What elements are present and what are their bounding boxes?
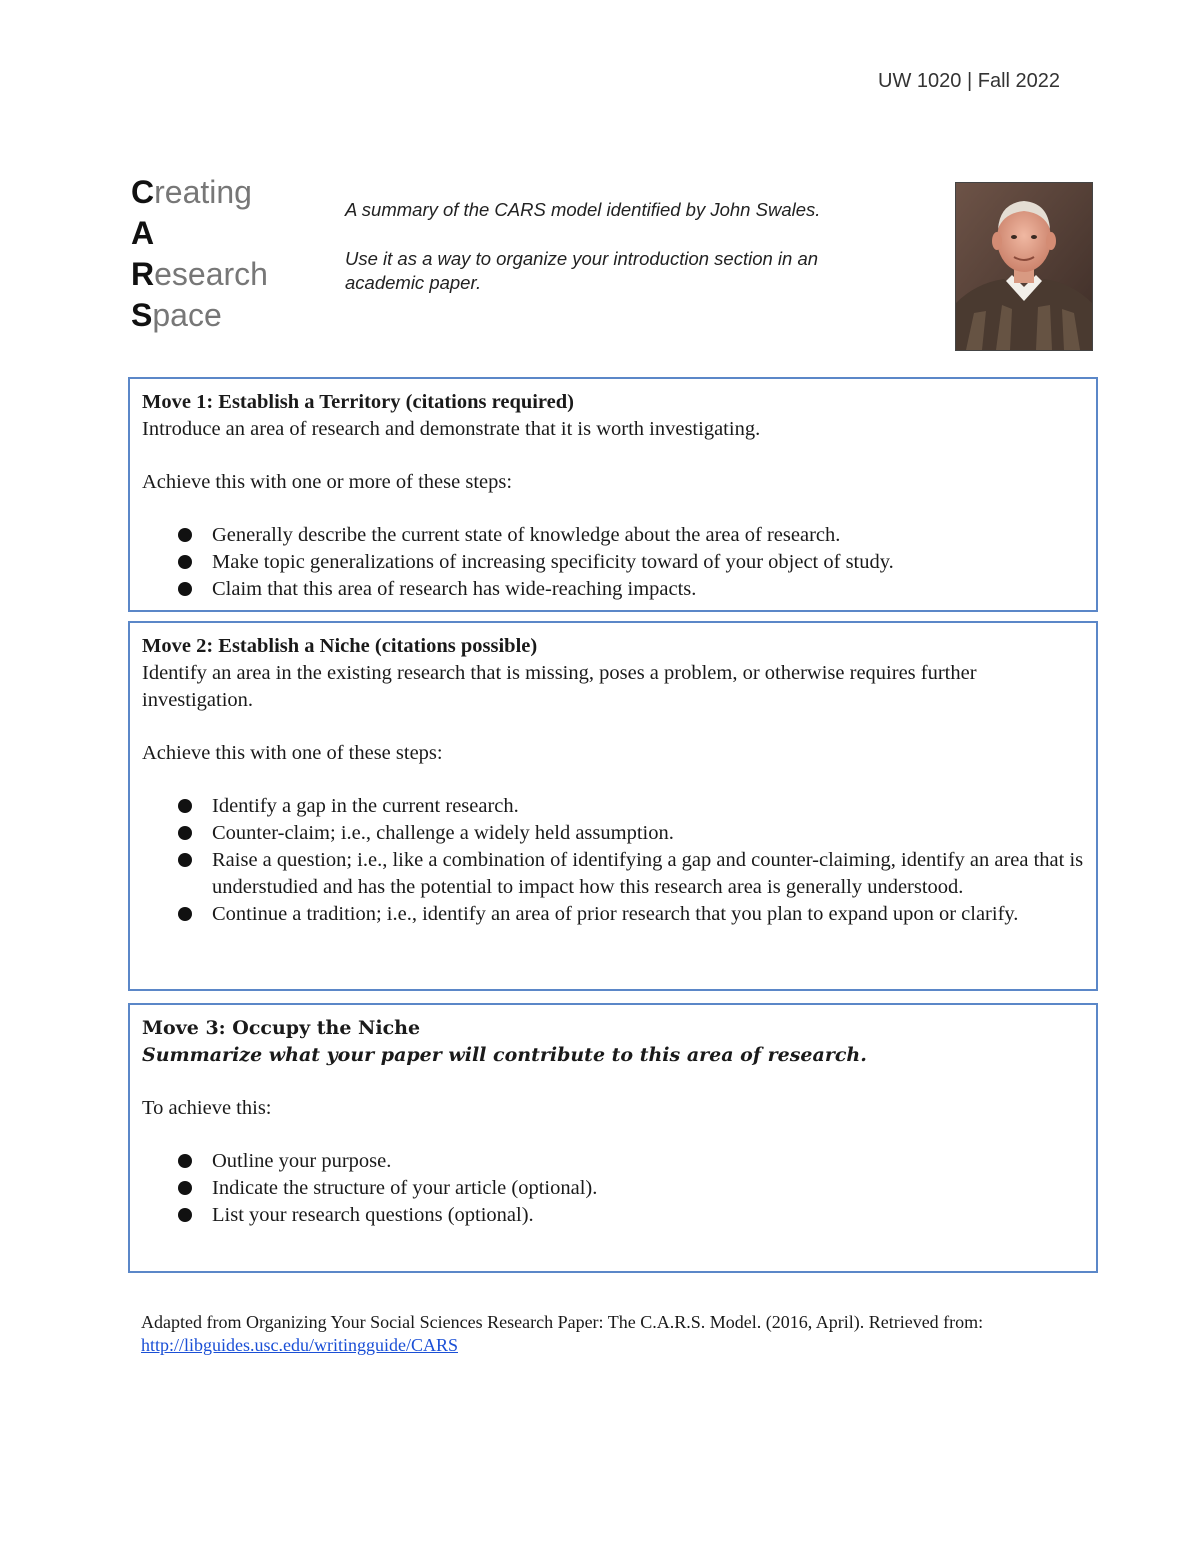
- move-2-box: [128, 621, 1098, 991]
- bullet-icon: [178, 582, 192, 596]
- move-3-description: Summarize what your paper will contribute to this area of research.: [142, 1044, 867, 1066]
- list-item: Outline your purpose.: [178, 1148, 1084, 1175]
- bullet-icon: [178, 826, 192, 840]
- bullet-icon: [178, 528, 192, 542]
- move-2-title: Move 2: Establish a Niche (citations possible): [142, 635, 538, 657]
- list-item: Counter-claim; i.e., challenge a widely held assumption.: [178, 820, 1084, 847]
- move-1-steps: [142, 522, 1084, 603]
- list-item: List your research questions (optional).: [178, 1202, 1084, 1229]
- cars-acronym-title: [131, 172, 268, 336]
- citation-text: Adapted from Organizing Your Social Sciences Research Paper: The C.A.R.S. Model. (2016, April). Retrieved from:: [141, 1312, 984, 1332]
- list-item: Claim that this area of research has wide-reaching impacts.: [178, 576, 1084, 603]
- move-1-instruction: Achieve this with one or more of these steps:: [142, 471, 513, 493]
- list-item: Raise a question; i.e., like a combination of identifying a gap and counter-claiming, identify an area that is understudied and has the potential to impact how this research area is generally understood.: [178, 847, 1084, 901]
- bullet-icon: [178, 1208, 192, 1222]
- move-2-description: Identify an area in the existing research that is missing, poses a problem, or otherwise requires further investigation.: [142, 662, 977, 711]
- bullet-icon: [178, 555, 192, 569]
- list-item: Identify a gap in the current research.: [178, 793, 1084, 820]
- move-1-box: [128, 377, 1098, 612]
- title-line-research: Research: [131, 256, 268, 292]
- list-item: Make topic generalizations of increasing specificity toward of your object of study.: [178, 549, 1084, 576]
- move-3-instruction: To achieve this:: [142, 1097, 272, 1119]
- bullet-icon: [178, 853, 192, 867]
- move-2-instruction: Achieve this with one of these steps:: [142, 742, 443, 764]
- list-item: Indicate the structure of your article (optional).: [178, 1175, 1084, 1202]
- source-link[interactable]: http://libguides.usc.edu/writingguide/CARS: [141, 1335, 458, 1355]
- summary-text: [345, 198, 845, 320]
- bullet-icon: [178, 1154, 192, 1168]
- move-1-description: Introduce an area of research and demonstrate that it is worth investigating.: [142, 418, 761, 440]
- move-2-steps: [142, 793, 1084, 928]
- move-3-title: Move 3: Occupy the Niche: [142, 1017, 421, 1039]
- title-line-space: Space: [131, 297, 222, 333]
- summary-line-2: Use it as a way to organize your introduction section in an academic paper.: [345, 248, 819, 293]
- list-item: Generally describe the current state of knowledge about the area of research.: [178, 522, 1084, 549]
- summary-line-1: A summary of the CARS model identified by John Swales.: [345, 199, 821, 220]
- move-3-box: [128, 1003, 1098, 1273]
- course-header: UW 1020 | Fall 2022: [878, 70, 1060, 92]
- bullet-icon: [178, 1181, 192, 1195]
- john-swales-portrait: [955, 182, 1093, 351]
- move-3-steps: [142, 1148, 1084, 1229]
- citation-footnote: [141, 1311, 1081, 1357]
- bullet-icon: [178, 907, 192, 921]
- list-item: Continue a tradition; i.e., identify an area of prior research that you plan to expand upon or clarify.: [178, 901, 1084, 928]
- move-1-title: Move 1: Establish a Territory (citations required): [142, 391, 574, 413]
- bullet-icon: [178, 799, 192, 813]
- title-line-creating: Creating: [131, 174, 252, 210]
- title-line-a: A: [131, 215, 155, 251]
